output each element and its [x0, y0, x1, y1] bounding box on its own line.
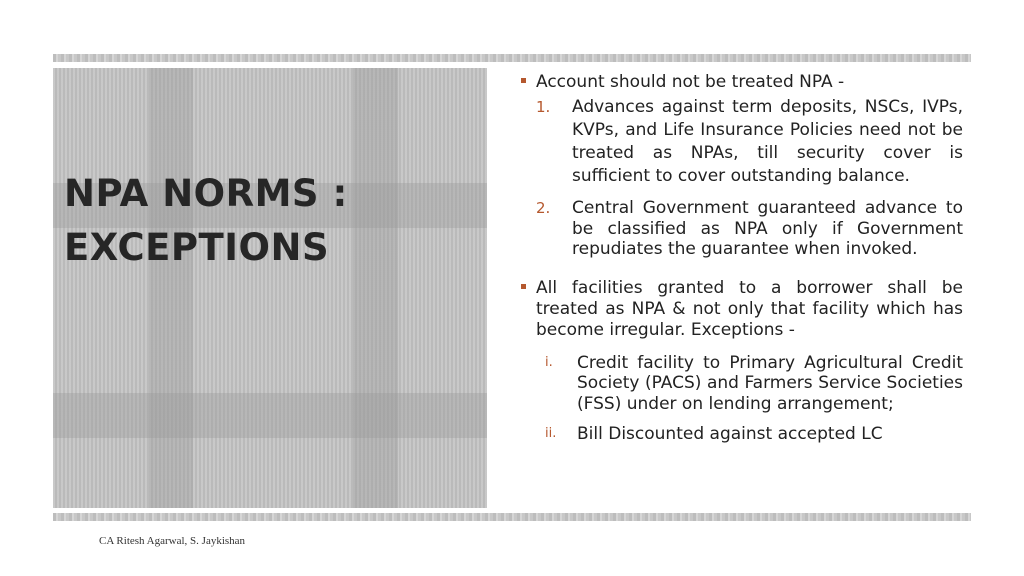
list-item-text: Credit facility to Primary Agricultural Credit Society (PACS) and Farmers Service Societies (FSS) under on lending arrangement;: [577, 352, 963, 414]
slide-title: [64, 167, 348, 275]
square-bullet-icon: [521, 284, 526, 289]
roman-list: [536, 353, 963, 445]
list-marker: 1.: [536, 98, 551, 116]
slide-content: [520, 72, 963, 445]
title-line-1: NPA NORMS :: [64, 172, 348, 215]
list-item: [536, 353, 963, 415]
footer-credit: CA Ritesh Agarwal, S. Jaykishan: [99, 535, 246, 547]
list-item: [536, 198, 963, 260]
list-item: [536, 424, 963, 445]
bullet-text: All facilities granted to a borrower shall be treated as NPA & not only that facility which has become irregular. Exceptions -: [536, 277, 963, 340]
list-item-text: Advances against term deposits, NSCs, IVPs, KVPs, and Life Insurance Policies need not be treated as NPAs, till security cover is sufficient to cover outstanding balance.: [572, 97, 963, 186]
list-item-text: Bill Discounted against accepted LC: [577, 424, 883, 444]
bottom-decorative-band: [53, 513, 971, 521]
list-item: [536, 96, 963, 188]
list-marker: ii.: [545, 426, 557, 441]
top-decorative-band: [53, 54, 971, 62]
bullet-item: [520, 278, 963, 445]
numbered-list: [536, 96, 963, 260]
list-item-text: Central Government guaranteed advance to be classified as NPA only if Government repudiates the guarantee when invoked.: [572, 198, 963, 259]
square-bullet-icon: [521, 78, 526, 83]
list-marker: 2.: [536, 199, 551, 217]
bullet-item: [520, 72, 963, 260]
title-panel: [53, 68, 487, 508]
bullet-text: Account should not be treated NPA -: [536, 72, 845, 92]
list-marker: i.: [545, 354, 553, 370]
title-line-2: EXCEPTIONS: [64, 226, 330, 269]
